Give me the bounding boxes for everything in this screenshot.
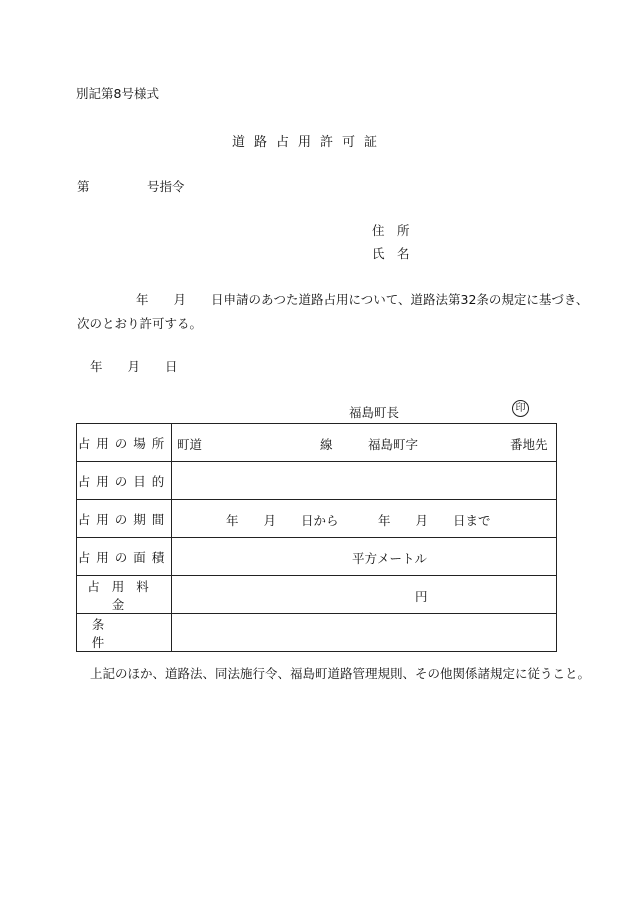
location-aza: 福島町字: [368, 437, 419, 452]
label-conditions: 条件: [77, 614, 172, 652]
label-fee: 占用料金: [77, 576, 172, 614]
issuer-name: 福島町長: [349, 405, 400, 420]
issue-date: 年 月 日: [90, 359, 178, 374]
seal-icon: 印: [512, 400, 529, 417]
period-to: 年 月 日まで: [378, 513, 491, 528]
permit-table: [76, 423, 557, 652]
value-purpose: [172, 462, 557, 500]
table-row: [77, 576, 557, 614]
table-row: [77, 462, 557, 500]
value-location: [172, 424, 557, 462]
period-from: 年 月 日から: [226, 513, 339, 528]
value-fee: [172, 576, 557, 614]
location-line: 線: [320, 437, 333, 452]
document-title: 道路占用許可証: [232, 135, 387, 150]
value-conditions: [172, 614, 557, 652]
label-purpose: 占用の目的: [77, 462, 172, 500]
area-unit: 平方メートル: [352, 551, 428, 566]
form-number: 別記第8号様式: [76, 86, 159, 101]
table-row: [77, 424, 557, 462]
footnote: 上記のほか、道路法、同法施行令、福島町道路管理規則、その他関係諸規定に従うこと。: [90, 666, 591, 681]
value-area: [172, 538, 557, 576]
label-area: 占用の面積: [77, 538, 172, 576]
body-text-line2: 次のとおり許可する。: [77, 316, 203, 331]
location-banchi: 番地先: [510, 437, 548, 452]
table-row: [77, 538, 557, 576]
designation-dai: 第: [77, 179, 90, 194]
body-text-line1: 年 月 日申請のあつた道路占用について、道路法第32条の規定に基づき、: [136, 292, 589, 307]
label-period: 占用の期間: [77, 500, 172, 538]
designation-gou: 号指令: [147, 179, 185, 194]
label-location: 占用の場所: [77, 424, 172, 462]
fee-unit: 円: [415, 589, 428, 604]
address-label: 住 所: [372, 223, 410, 238]
value-period: [172, 500, 557, 538]
table-row: [77, 500, 557, 538]
location-town-road: 町道: [177, 437, 203, 452]
name-label: 氏 名: [372, 246, 410, 261]
table-row: [77, 614, 557, 652]
